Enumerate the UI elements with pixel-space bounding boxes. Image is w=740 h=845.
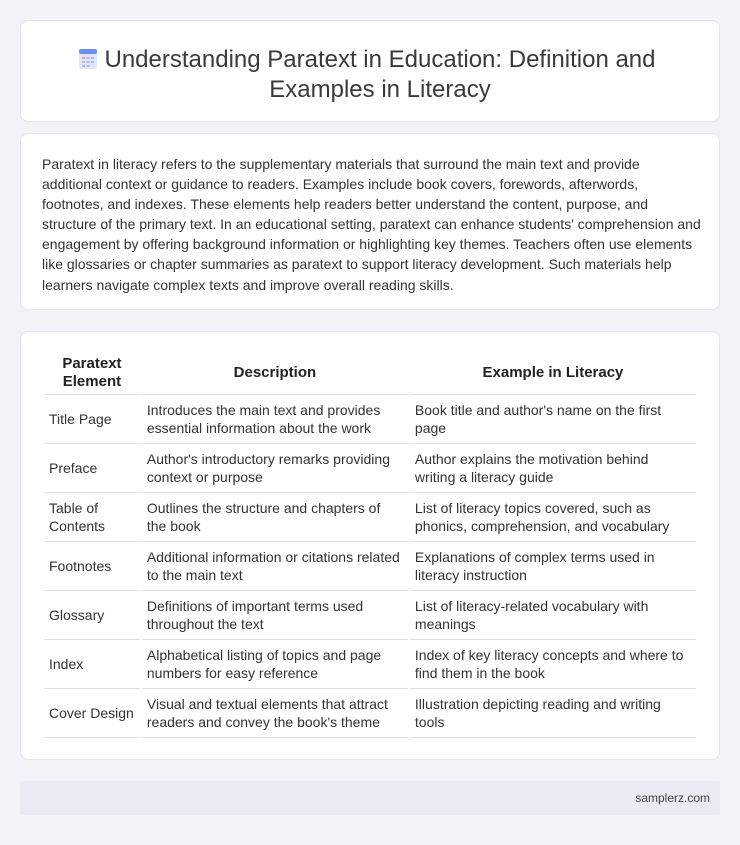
cell-description: Alphabetical listing of topics and page numbers for easy reference: [142, 640, 408, 689]
cell-example: List of literacy-related vocabulary with meanings: [410, 591, 696, 640]
cell-description: Additional information or citations related to the main text: [142, 542, 408, 591]
cell-example: Index of key literacy concepts and where to find them in the book: [410, 640, 696, 689]
paratext-table: [42, 352, 698, 738]
cell-example: Book title and author's name on the first page: [410, 395, 696, 444]
column-header-element: Paratext Element: [44, 352, 140, 395]
cell-element: Title Page: [44, 395, 140, 444]
table-header-row: [44, 352, 696, 395]
table-card: [20, 331, 720, 760]
table-row: [44, 591, 696, 640]
footer-bar: [20, 781, 720, 815]
table-row: [44, 640, 696, 689]
footer-site-link[interactable]: samplerz.com: [635, 791, 710, 805]
cell-example: Illustration depicting reading and writing tools: [410, 689, 696, 738]
table-row: [44, 395, 696, 444]
cell-description: Visual and textual elements that attract readers and convey the book's theme: [142, 689, 408, 738]
cell-element: Preface: [44, 444, 140, 493]
cell-element: Table of Contents: [44, 493, 140, 542]
cell-element: Cover Design: [44, 689, 140, 738]
cell-element: Glossary: [44, 591, 140, 640]
intro-paragraph: Paratext in literacy refers to the supplementary materials that surround the main text and provide additional context or guidance to readers. Examples include book covers, forewords, afterwords, footnotes, and indexes. These elements help readers better understand the content, purpose, and structure of the primary text. In an educational setting, paratext can enhance students' comprehension and engagement by offering background information or highlighting key themes. Teachers often use elements like glossaries or chapter summaries as paratext to support literacy development. Such materials help learners navigate complex texts and improve overall reading skills.: [42, 156, 701, 293]
cell-description: Outlines the structure and chapters of the book: [142, 493, 408, 542]
column-header-example: Example in Literacy: [410, 352, 696, 395]
cell-example: Explanations of complex terms used in literacy instruction: [410, 542, 696, 591]
table-row: [44, 444, 696, 493]
page-title: Understanding Paratext in Education: Definition and Examples in Literacy: [104, 46, 656, 103]
cell-element: Footnotes: [44, 542, 140, 591]
title-card: [20, 20, 720, 122]
cell-example: List of literacy topics covered, such as phonics, comprehension, and vocabulary: [410, 493, 696, 542]
table-row: [44, 689, 696, 738]
cell-description: Definitions of important terms used throughout the text: [142, 591, 408, 640]
cell-example: Author explains the motivation behind writing a literacy guide: [410, 444, 696, 493]
cell-description: Introduces the main text and provides essential information about the work: [142, 395, 408, 444]
table-row: [44, 542, 696, 591]
column-header-description: Description: [142, 352, 408, 395]
cell-description: Author's introductory remarks providing context or purpose: [142, 444, 408, 493]
intro-card: [20, 133, 720, 310]
table-row: [44, 493, 696, 542]
cell-element: Index: [44, 640, 140, 689]
